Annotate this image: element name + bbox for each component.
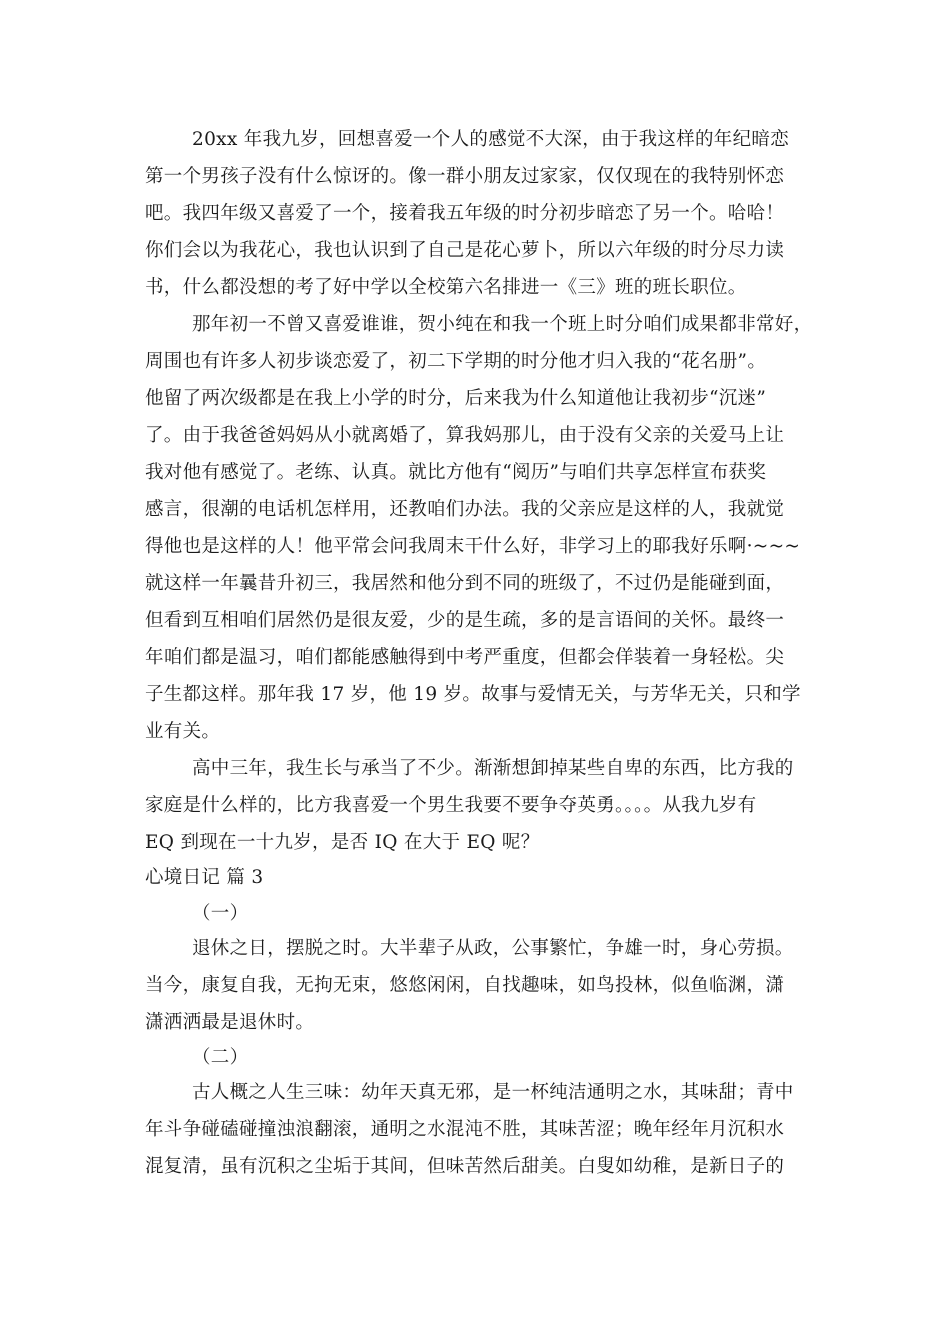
paragraph-3-line-2: 家庭是什么样的，比方我喜爱一个男生我要不要争夺英勇。。。。从我九岁有 <box>145 795 757 816</box>
paragraph-3-line-3: EQ 到现在一十九岁，是否 IQ 在大于 EQ 呢？ <box>145 832 540 853</box>
paragraph-2-line-9: 但看到互相咱们居然仍是很友爱，少的是生疏，多的是言语间的关怀。最终一 <box>145 610 785 631</box>
paragraph-4-line-3: 潇洒洒最是退休时。 <box>145 1012 315 1033</box>
paragraph-3-line-1: 高中三年，我生长与承当了不少。渐渐想卸掉某些自卑的东西，比方我的 <box>192 758 794 779</box>
paragraph-2-line-3: 他留了两次级都是在我上小学的时分，后来我为什么知道他让我初步“沉迷” <box>145 388 767 409</box>
paragraph-1-line-5: 书，什么都没想的考了好中学以全校第六名排进一《三》班的班长职位。 <box>145 277 747 298</box>
section-heading: 心境日记 篇 3 <box>145 867 264 888</box>
paragraph-5-line-3: 混复清，虽有沉积之尘垢于其间，但味苦然后甜美。白叟如幼稚，是新日子的 <box>145 1156 785 1177</box>
paragraph-2-line-8: 就这样一年曩昔升初三，我居然和他分到不同的班级了，不过仍是能碰到面， <box>145 573 785 594</box>
paragraph-1-line-4: 你们会以为我花心，我也认识到了自己是花心萝卜，所以六年级的时分尽力读 <box>145 240 785 261</box>
paragraph-2-line-4: 了。由于我爸爸妈妈从小就离婚了，算我妈那儿，由于没有父亲的关爱马上让 <box>145 425 785 446</box>
paragraph-1-line-3: 吧。我四年级又喜爱了一个，接着我五年级的时分初步暗恋了另一个。哈哈！ <box>145 203 785 224</box>
paragraph-2-line-7: 得他也是这样的人！他平常会问我周末干什么好，非学习上的耶我好乐啊·~~~ <box>145 536 801 557</box>
paragraph-1-line-1: 20xx 年我九岁，回想喜爱一个人的感觉不大深，由于我这样的年纪暗恋 <box>192 129 789 150</box>
paragraph-2-line-6: 感言，很潮的电话机怎样用，还教咱们办法。我的父亲应是这样的人，我就觉 <box>145 499 785 520</box>
paragraph-2-line-10: 年咱们都是温习，咱们都能感触得到中考严重度，但都会佯装着一身轻松。尖 <box>145 647 785 668</box>
section-2-label: （二） <box>192 1047 249 1068</box>
paragraph-2-line-2: 周围也有许多人初步谈恋爱了，初二下学期的时分他才归入我的“花名册”。 <box>145 351 767 372</box>
paragraph-2-line-1: 那年初一不曾又喜爱谁谁，贺小纯在和我一个班上时分咱们成果都非常好， <box>192 314 813 335</box>
paragraph-2-line-5: 我对他有感觉了。老练、认真。就比方他有“阅历”与咱们共享怎样宣布获奖 <box>145 462 767 483</box>
paragraph-2-line-12: 业有关。 <box>145 721 221 742</box>
paragraph-5-line-2: 年斗争碰磕碰撞浊浪翻滚，通明之水混沌不胜，其味苦涩；晚年经年月沉积水 <box>145 1119 785 1140</box>
paragraph-5-line-1: 古人概之人生三味：幼年天真无邪，是一杯纯洁通明之水，其味甜；青中 <box>192 1082 794 1103</box>
paragraph-2-line-11: 子生都这样。那年我 17 岁，他 19 岁。故事与爱情无关，与芳华无关，只和学 <box>145 684 801 705</box>
paragraph-4-line-2: 当今，康复自我，无拘无束，悠悠闲闲，自找趣味，如鸟投林，似鱼临渊，潇 <box>145 975 785 996</box>
paragraph-4-line-1: 退休之日，摆脱之时。大半辈子从政，公事繁忙，争雄一时，身心劳损。 <box>192 938 794 959</box>
section-1-label: （一） <box>192 903 249 924</box>
paragraph-1-line-2: 第一个男孩子没有什么惊讶的。像一群小朋友过家家，仅仅现在的我特别怀恋 <box>145 166 785 187</box>
